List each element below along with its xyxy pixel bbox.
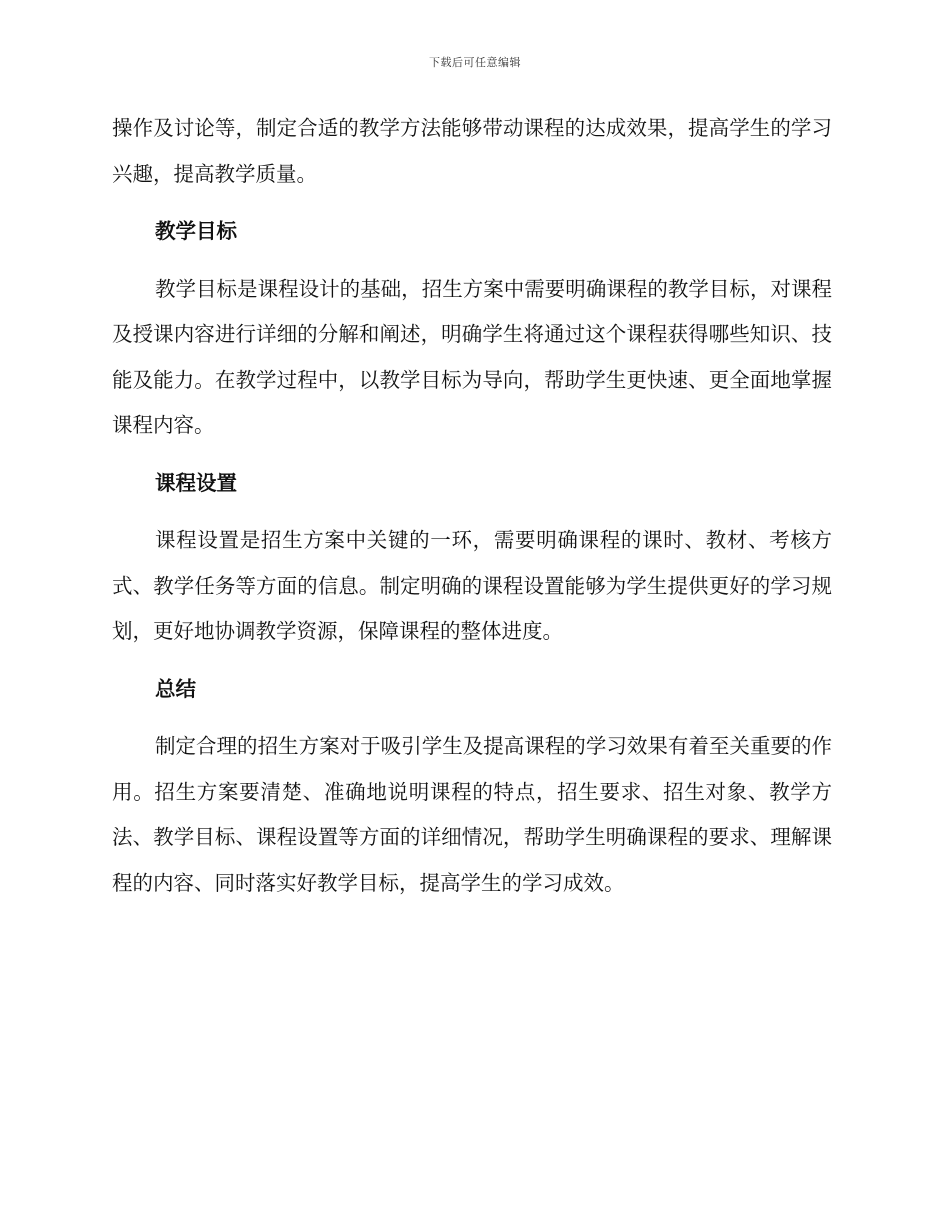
spacer bbox=[112, 255, 832, 267]
goals-heading: 教学目标 bbox=[155, 219, 237, 243]
curriculum-paragraph: 课程设置是招生方案中关键的一环，需要明确课程的课时、教材、考核方式、教学任务等方面的信息。制定明确的课程设置能够为学生提供更好的学习规划，更好地协调教学资源，保障课程的整体进度。 bbox=[112, 528, 832, 643]
spacer bbox=[112, 655, 832, 667]
spacer bbox=[112, 506, 832, 518]
document-body bbox=[112, 106, 832, 906]
intro-continued-paragraph: 操作及讨论等，制定合适的教学方法能够带动课程的达成效果，提高学生的学习兴趣，提高教学质量。 bbox=[112, 116, 832, 186]
summary-paragraph: 制定合理的招生方案对于吸引学生及提高课程的学习效果有着至关重要的作用。招生方案要清楚、准确地说明课程的特点，招生要求、招生对象、教学方法、教学目标、课程设置等方面的详细情况，帮助学生明确课程的要求、理解课程的内容、同时落实好教学目标，提高学生的学习成效。 bbox=[112, 734, 832, 895]
spacer bbox=[112, 197, 832, 209]
summary-heading: 总结 bbox=[155, 676, 196, 701]
page-header-note: 下载后可任意编辑 bbox=[429, 56, 521, 69]
curriculum-heading: 课程设置 bbox=[155, 470, 237, 495]
goals-paragraph: 教学目标是课程设计的基础，招生方案中需要明确课程的教学目标，对课程及授课内容进行详细的分解和阐述，明确学生将通过这个课程获得哪些知识、技能及能力。在教学过程中，以教学目标为导向，帮助学生更快速、更全面地掌握课程内容。 bbox=[112, 276, 832, 437]
spacer bbox=[112, 712, 832, 724]
spacer bbox=[112, 449, 832, 461]
